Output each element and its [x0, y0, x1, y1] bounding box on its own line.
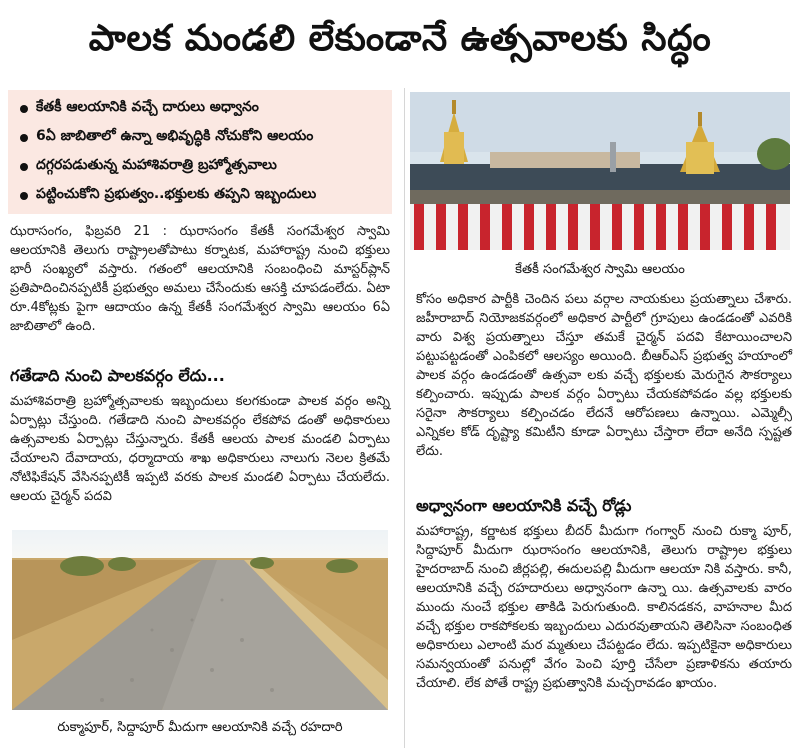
road-photo — [12, 530, 388, 710]
article-paragraph-roads: మహారాష్ట్ర, కర్ణాటక భక్తులు బీదర్ మీదుగా గంగ్వార్ నుంచి రుక్మా పూర్, సిద్దాపూర్ మీదుగా ఝరాసంగం ఆలయానికి, తెలుగు రాష్ట్రాల భక్తులు హైదరాబాద్ నుంచి జీర్లపల్లి, ఈదులపల్లి మీదుగా ఆలయా నికి వస్తారు. కానీ, ఆలయానికి వచ్చే రహదారులు అధ్వానంగా ఉన్నా యి. ఉత్సవాలకు వారం ముందు నుంచే భక్తుల తాకిడి పెరుగుతుంది. కాలినడకన, వాహనాల మీద వచ్చే భక్తుల రాకపోకలకు ఇబ్బందులు ఎదురవుతాయని తెలిసినా సంబంధిత అధికారులు ఎలాంటి మర మ్మతులు చేపట్టడం లేదు. ఇప్పటికైనా అధికారులు సమన్వయంతో పనుల్లో వేగం పెంచి పూర్తి చేసేలా ప్రణాళికను తయారు చేయాలి. లేక పోతే రాష్ట్ర ప్రభుత్వానికి మచ్చరావడం ఖాయం. — [416, 524, 792, 691]
highlight-text: కేతకీ ఆలయానికి వచ్చే దారులు అధ్వానం — [36, 99, 259, 115]
highlight-text: దగ్గరపడుతున్న మహాశివరాత్రి బ్రహ్మోత్సవాలు — [36, 157, 277, 173]
article-paragraph-committee: మహాశివరాత్రి బ్రహ్మోత్సవాలకు ఇబ్బందులు కలగకుండా పాలక వర్గం అన్ని ఏర్పాట్లు చేస్తుంది. గతేడాది నుంచి పాలకవర్గం లేకపోవ డంతో అధికారులు ఉత్సవాలకు ఏర్పాట్లు చేస్తున్నారు. కేతకీ ఆలయ పాలక మండలి ఏర్పాటు చేయాలని దేవాదాయ, ధర్మాదాయ శాఖ అధికారులు నాలుగు నెలల క్రితమే నోటిఫికేషన్ వేసినప్పటికీ ఇప్పటి వరకు పాలక మండలి ఏర్పాటు చేయలేదు. ఆలయ చైర్మన్ పదవి — [10, 394, 390, 504]
subheading-bad-roads: అధ్వానంగా ఆలయానికి వచ్చే రోడ్లు — [416, 496, 632, 515]
subheading-no-committee: గతేడాది నుంచి పాలకవర్గం లేదు... — [10, 366, 225, 385]
highlight-text: 6ఏ జాబితాలో ఉన్నా అభివృద్ధికి నోచుకోని ఆలయం — [36, 128, 314, 144]
bullet-dot-icon — [20, 134, 28, 142]
highlights-box — [8, 90, 392, 214]
highlight-item — [16, 94, 384, 123]
road-photo-caption: రుక్మాపూర్, సిద్దాపూర్ మీదుగా ఆలయానికి వచ్చే రహదారి — [57, 720, 343, 735]
bullet-dot-icon — [20, 105, 28, 113]
headline: పాలక మండలి లేకుండానే ఉత్సవాలకు సిద్ధం — [88, 18, 712, 59]
article-paragraph-politics: కోసం అధికార పార్టీకి చెందిన పలు వర్గాల నాయకులు ప్రయత్నాలు చేశారు. జహీరాబాద్ నియోజకవర్గంలో అధికార పార్టీలో గ్రూపులు ఉండడంతో ఎవరికి వారు విశ్వ ప్రయత్నాలు చేస్తూ తమకే చైర్మన్ పదవి కేటాయించాలని పట్టుపట్టడంతో ఎంపికలో ఆలస్యం అయింది. బీఆర్ఎస్ ప్రభుత్వ హయాంలో పాలక వర్గం ఉండడంతో ఉత్సవా లకు వచ్చే భక్తులకు మెరుగైన సౌకర్యాలు కల్పించారు. ఇప్పుడు పాలక వర్గం ఏర్పాటు చేయకపోవడం వల్ల భక్తులకు సరైనా సౌకర్యాలు కల్పించడం లేదనే ఆరోపణలు ఉన్నాయి. ఎమ్మెల్సీ ఎన్నికల కోడ్ దృష్ట్యా కమిటీని కూడా ఏర్పాటు చేస్తారా లేదా అనేది స్పష్టత లేదు. — [416, 292, 792, 459]
article-paragraph-intro: ఝరాసంగం, ఫిబ్రవరి 21 : ఝరాసంగం కేతకీ సంగమేశ్వర స్వామి ఆలయానికి తెలుగు రాష్ట్రాలతోపాటు కర్నాటక, మహారాష్ట్ర నుంచి భక్తులు భారీ సంఖ్యలో వస్తారు. గతంలో ఆలయానికి సంబంధించి మాస్టర్‌ప్లాన్ ప్రతిపాదించినప్పటికీ ప్రభుత్వం అమలు చేసేందుకు ఆసక్తి చూపడంలేదు. ఏటా రూ.4కోట్లకు పైగా ఆదాయం ఉన్న కేతకీ సంగమేశ్వర స్వామి ఆలయం 6ఏ జాబితాలో ఉంది. — [10, 224, 390, 334]
bullet-dot-icon — [20, 163, 28, 171]
temple-photo-caption: కేతకీ సంగమేశ్వర స్వామి ఆలయం — [515, 262, 685, 277]
highlight-text: పట్టించుకోని ప్రభుత్వం..భక్తులకు తప్పని ఇబ్బందులు — [36, 186, 317, 202]
highlight-item — [16, 181, 384, 210]
bullet-dot-icon — [20, 192, 28, 200]
highlight-item — [16, 123, 384, 152]
highlight-item — [16, 152, 384, 181]
temple-photo — [410, 92, 790, 250]
column-divider — [404, 88, 405, 748]
